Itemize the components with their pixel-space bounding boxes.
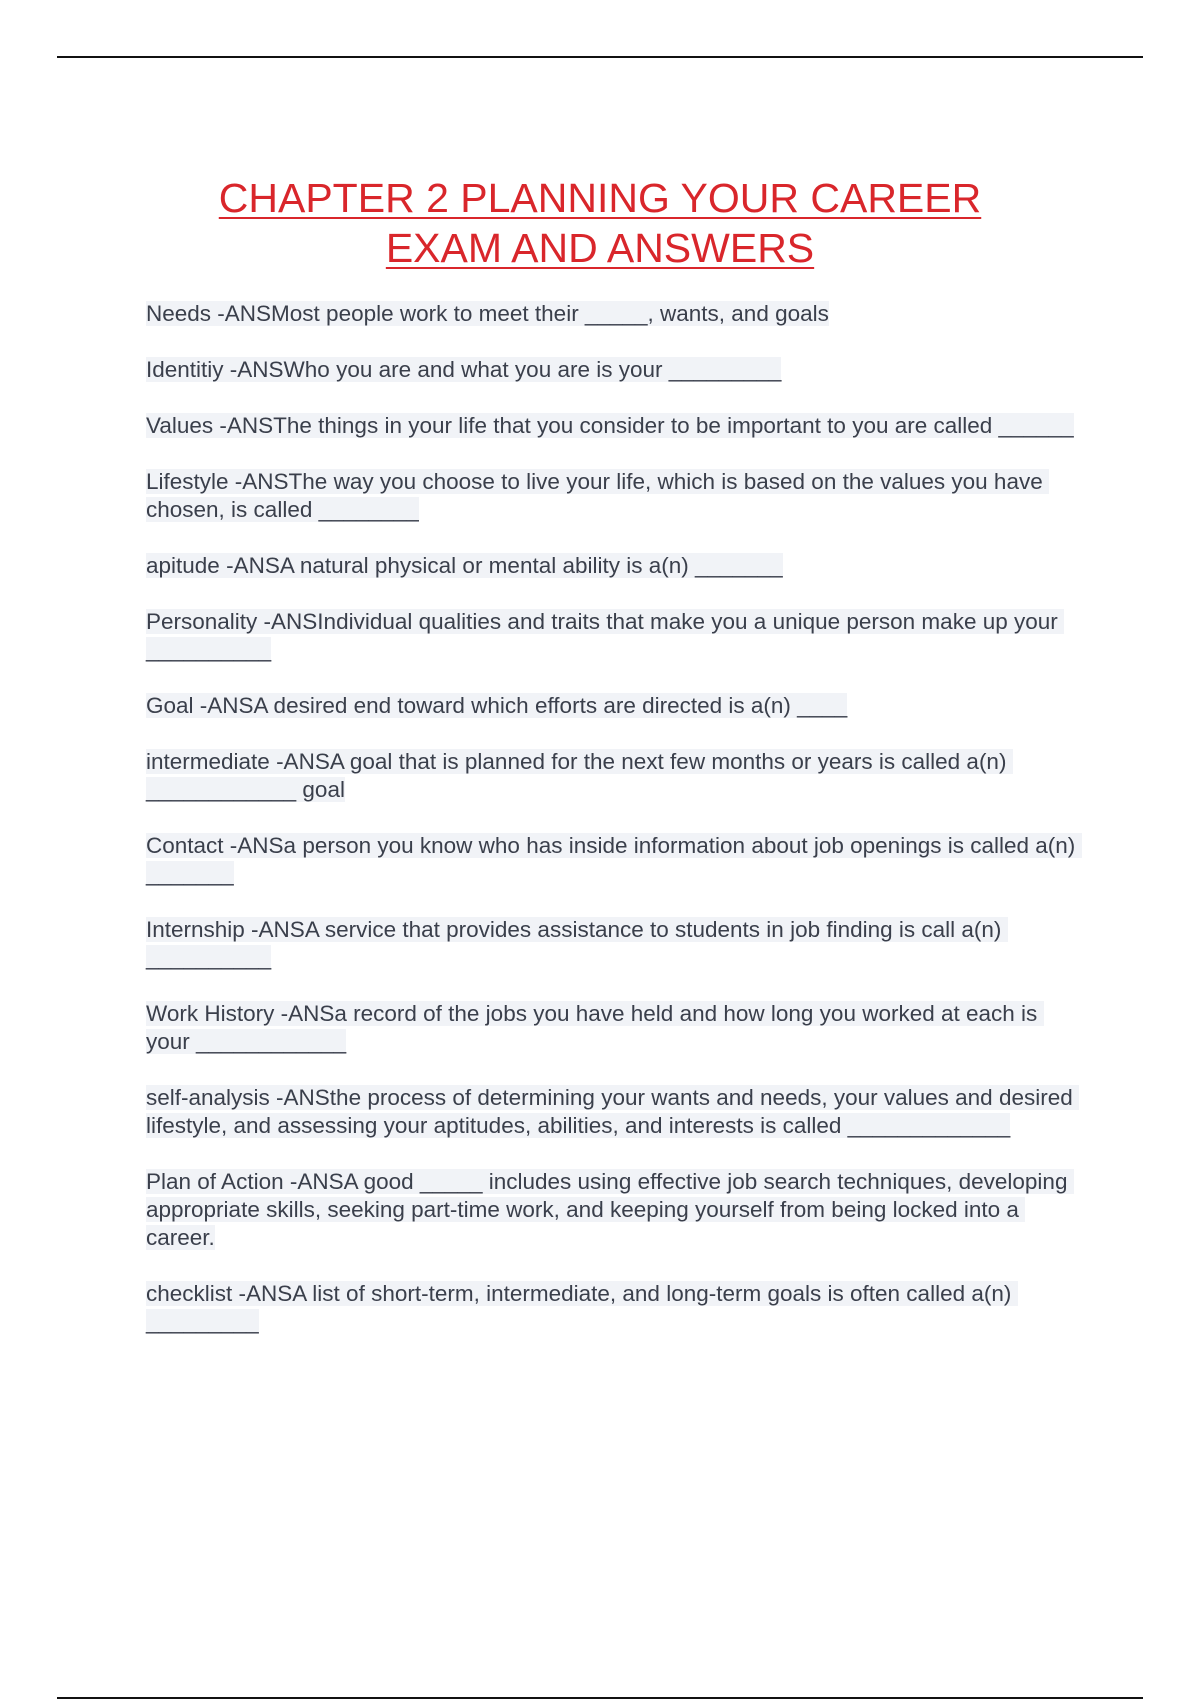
qa-item — [146, 300, 1086, 328]
qa-item — [146, 832, 1086, 888]
qa-item — [146, 1168, 1086, 1252]
qa-item — [146, 1000, 1086, 1056]
qa-item — [146, 608, 1086, 664]
qa-text: apitude -ANSA natural physical or mental ability is a(n) _______ — [146, 553, 783, 578]
qa-text: checklist -ANSA list of short-term, intermediate, and long-term goals is often called a(n) _________ — [146, 1281, 1018, 1334]
qa-item — [146, 468, 1086, 524]
qa-text: Work History -ANSa record of the jobs you have held and how long you worked at each is your ____________ — [146, 1001, 1044, 1054]
top-rule — [57, 56, 1143, 58]
qa-text: Plan of Action -ANSA good _____ includes using effective job search techniques, developing appropriate skills, seeking part-time work, and keeping yourself from being locked into a career. — [146, 1169, 1074, 1250]
qa-item — [146, 356, 1086, 384]
qa-item — [146, 552, 1086, 580]
qa-item — [146, 748, 1086, 804]
qa-text: Needs -ANSMost people work to meet their _____, wants, and goals — [146, 301, 829, 326]
qa-item — [146, 1084, 1086, 1140]
bottom-rule — [57, 1697, 1143, 1699]
qa-item — [146, 692, 1086, 720]
qa-text: Lifestyle -ANSThe way you choose to live your life, which is based on the values you have chosen, is called ________ — [146, 469, 1049, 522]
qa-text: Goal -ANSA desired end toward which efforts are directed is a(n) ____ — [146, 693, 848, 718]
qa-text: self-analysis -ANSthe process of determining your wants and needs, your values and desired lifestyle, and assessing your aptitudes, abilities, and interests is called _____________ — [146, 1085, 1080, 1138]
qa-text: Internship -ANSA service that provides assistance to students in job finding is call a(n) __________ — [146, 917, 1008, 970]
qa-text: Identitiy -ANSWho you are and what you are is your _________ — [146, 357, 782, 382]
document-title — [0, 173, 1200, 273]
qa-item — [146, 412, 1086, 440]
qa-item — [146, 1280, 1086, 1336]
qa-text: intermediate -ANSA goal that is planned for the next few months or years is called a(n) ____________ goal — [146, 749, 1013, 802]
qa-text: Values -ANSThe things in your life that you consider to be important to you are called ______ — [146, 413, 1074, 438]
question-answer-list — [146, 300, 1086, 1364]
title-line-1: CHAPTER 2 PLANNING YOUR CAREER — [218, 175, 982, 222]
qa-text: Contact -ANSa person you know who has inside information about job openings is called a(n) _______ — [146, 833, 1082, 886]
title-line-2: EXAM AND ANSWERS — [385, 225, 815, 272]
qa-item — [146, 916, 1086, 972]
qa-text: Personality -ANSIndividual qualities and traits that make you a unique person make up your __________ — [146, 609, 1065, 662]
